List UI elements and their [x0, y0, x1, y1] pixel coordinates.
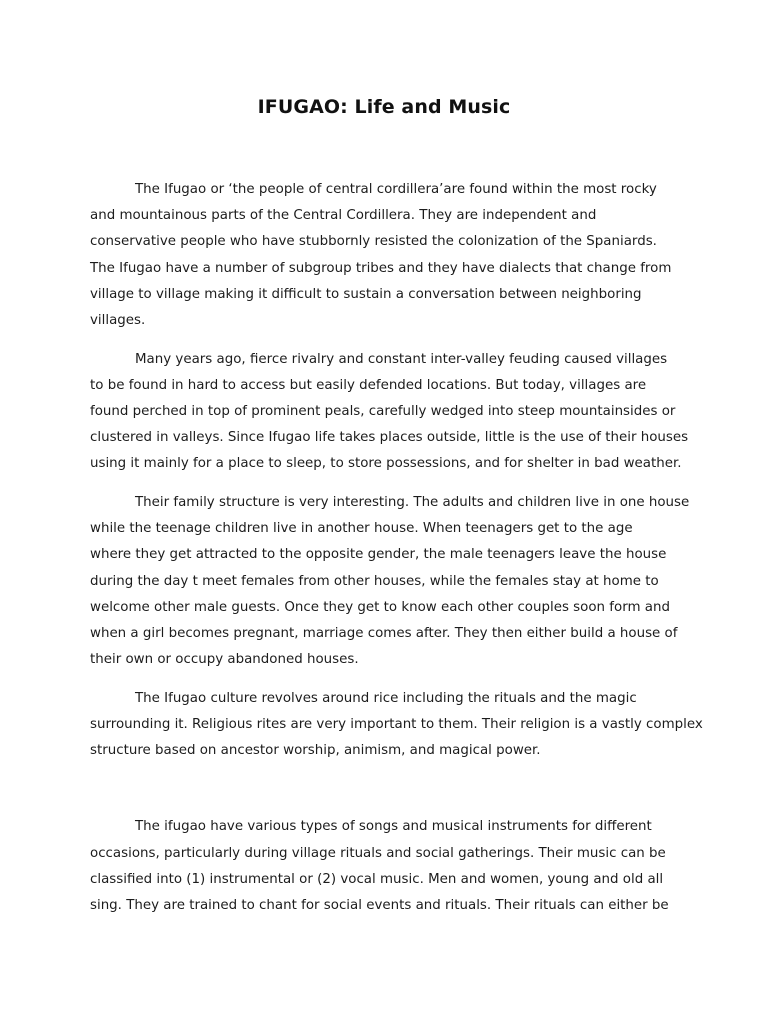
paragraph-spacer	[90, 673, 686, 686]
paragraph-spacer	[90, 334, 686, 347]
paragraph-1	[90, 177, 686, 334]
paragraph-line: Their family structure is very interesting. The adults and children live in one house	[135, 495, 690, 511]
paragraph-line: classified into (1) instrumental or (2) vocal music. Men and women, young and old all	[90, 871, 664, 887]
paragraph-line: villages.	[90, 312, 146, 328]
paragraph-5	[90, 814, 686, 919]
paragraph-line: while the teenage children live in another house. When teenagers get to the age	[90, 521, 633, 537]
paragraph-line: surrounding it. Religious rites are very important to them. Their religion is a vastly complex	[90, 717, 703, 733]
paragraph-line: their own or occupy abandoned houses.	[90, 652, 359, 668]
paragraph-2	[90, 347, 689, 478]
paragraph-line: The Ifugao culture revolves around rice including the rituals and the magic	[135, 690, 637, 706]
paragraph-4	[90, 686, 703, 765]
paragraph-line: village to village making it difficult to sustain a conversation between neighboring	[90, 286, 642, 302]
paragraph-line: The Ifugao have a number of subgroup tribes and they have dialects that change from	[90, 260, 672, 276]
paragraph-line: clustered in valleys. Since Ifugao life takes places outside, little is the use of their houses	[90, 430, 689, 446]
paragraph-line: where they get attracted to the opposite gender, the male teenagers leave the house	[90, 547, 667, 563]
paragraph-line: during the day t meet females from other houses, while the females stay at home to	[90, 573, 659, 589]
paragraph-line: Many years ago, fierce rivalry and constant inter-valley feuding caused villages	[135, 351, 668, 367]
paragraph-line: when a girl becomes pregnant, marriage comes after. They then either build a house of	[90, 626, 678, 641]
document-body	[90, 177, 703, 919]
paragraph-line: welcome other male guests. Once they get to know each other couples soon form and	[90, 599, 670, 615]
paragraph-line: occasions, particularly during village rituals and social gatherings. Their music can be	[90, 845, 666, 861]
paragraph-line: conservative people who have stubbornly resisted the colonization of the Spaniards.	[90, 234, 657, 250]
section-spacer	[90, 764, 686, 814]
paragraph-3	[90, 490, 690, 673]
document-title: IFUGAO: Life and Music	[257, 96, 511, 118]
paragraph-line: found perched in top of prominent peals, carefully wedged into steep mountainsides or	[90, 404, 676, 419]
paragraph-line: The ifugao have various types of songs and musical instruments for different	[135, 819, 652, 835]
paragraph-line: using it mainly for a place to sleep, to store possessions, and for shelter in bad weather.	[90, 456, 682, 472]
paragraph-line: to be found in hard to access but easily defended locations. But today, villages are	[90, 377, 647, 393]
paragraph-line: The Ifugao or ‘the people of central cordillera’are found within the most rocky	[135, 182, 657, 197]
paragraph-line: and mountainous parts of the Central Cordillera. They are independent and	[90, 208, 597, 224]
paragraph-spacer	[90, 478, 686, 491]
paragraph-line: structure based on ancestor worship, animism, and magical power.	[90, 743, 541, 759]
paragraph-line: sing. They are trained to chant for social events and rituals. Their rituals can either be	[90, 898, 669, 913]
